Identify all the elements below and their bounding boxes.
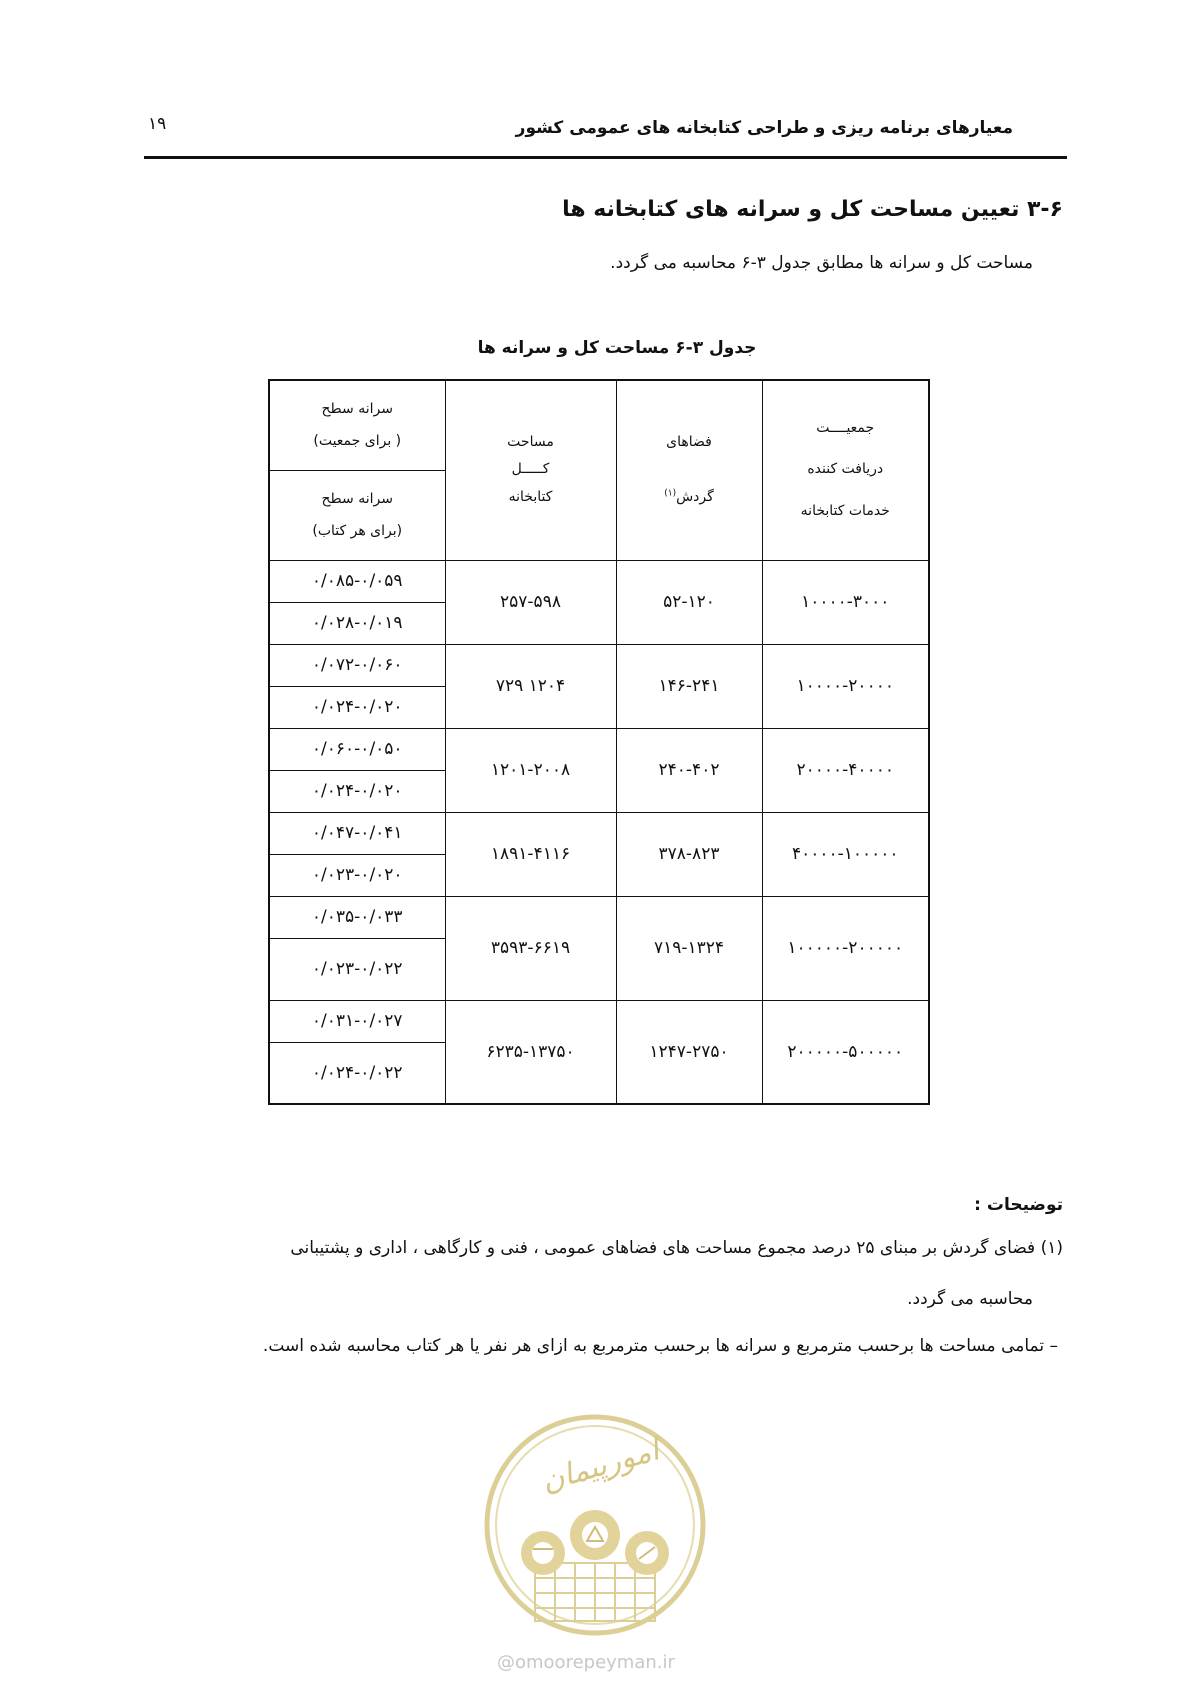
header-per-capita-population-line-2: ( برای جمعیت): [313, 433, 402, 450]
per-capita-population-cell: ۰/۰۳۵-۰/۰۳۳: [269, 896, 445, 938]
per-capita-book-cell: ۰/۰۲۳-۰/۰۲۰: [269, 854, 445, 896]
table-row: [269, 812, 929, 854]
total-area-cell: ۲۵۷-۵۹۸: [445, 560, 616, 644]
header-per-capita-population-line-1: سرانه سطح: [321, 400, 393, 417]
population-cell: ۱۰۰۰۰-۳۰۰۰: [762, 560, 929, 644]
per-capita-book-cell: ۰/۰۲۴-۰/۰۲۰: [269, 686, 445, 728]
table-header-row: [269, 380, 929, 470]
header-divider: [144, 156, 1067, 159]
per-capita-population-cell: ۰/۰۸۵-۰/۰۵۹: [269, 560, 445, 602]
header-per-capita-population: [269, 380, 445, 470]
table-row: [269, 1000, 929, 1042]
area-per-capita-table: [268, 379, 930, 1105]
section-intro: مساحت کل و سرانه ها مطابق جدول ۳-۶ محاسبه می گردد.: [610, 253, 1033, 273]
header-total-area-line-3: کتابخانه: [508, 489, 553, 506]
per-capita-book-cell: ۰/۰۲۳-۰/۰۲۲: [269, 938, 445, 1000]
seal-calligraphy-text: امورپیمان: [537, 1432, 664, 1500]
circulation-cell: ۱۴۶-۲۴۱: [616, 644, 762, 728]
table-caption: جدول ۳-۶ مساحت کل و سرانه ها: [477, 338, 757, 358]
population-cell: ۲۰۰۰۰-۴۰۰۰۰: [762, 728, 929, 812]
header-circulation-line-2: [617, 487, 762, 509]
per-capita-book-cell: ۰/۰۲۸-۰/۰۱۹: [269, 602, 445, 644]
total-area-cell: ۳۵۹۳-۶۶۱۹: [445, 896, 616, 1000]
population-cell: ۲۰۰۰۰۰-۵۰۰۰۰۰: [762, 1000, 929, 1104]
header-per-capita-book-line-1: سرانه سطح: [321, 490, 393, 507]
population-cell: ۱۰۰۰۰-۲۰۰۰۰: [762, 644, 929, 728]
footnote-marker: (۱): [664, 488, 677, 499]
running-header-title: معیارهای برنامه ریزی و طراحی کتابخانه های عمومی کشور: [515, 118, 1013, 138]
notes-title: توضیحات :: [974, 1195, 1063, 1215]
population-cell: ۱۰۰۰۰۰-۲۰۰۰۰۰: [762, 896, 929, 1000]
population-cell: ۴۰۰۰۰-۱۰۰۰۰۰: [762, 812, 929, 896]
circulation-cell: ۱۲۴۷-۲۷۵۰: [616, 1000, 762, 1104]
per-capita-book-cell: ۰/۰۲۴-۰/۰۲۲: [269, 1042, 445, 1104]
header-circulation-label: گردش: [676, 489, 714, 506]
header-population-line-3: خدمات کتابخانه: [800, 503, 890, 520]
per-capita-population-cell: ۰/۰۴۷-۰/۰۴۱: [269, 812, 445, 854]
per-capita-population-cell: ۰/۰۶۰-۰/۰۵۰: [269, 728, 445, 770]
circulation-cell: ۳۷۸-۸۲۳: [616, 812, 762, 896]
table-row: [269, 560, 929, 602]
header-total-area: [445, 380, 616, 560]
header-population-line-2: دریافت کننده: [807, 461, 884, 478]
table-row: [269, 728, 929, 770]
header-population: [762, 380, 929, 560]
header-per-capita-book-line-2: (برای هر کتاب): [312, 523, 403, 539]
header-circulation: [616, 380, 762, 560]
per-capita-population-cell: ۰/۰۷۲-۰/۰۶۰: [269, 644, 445, 686]
per-capita-book-cell: ۰/۰۲۴-۰/۰۲۰: [269, 770, 445, 812]
header-per-capita-book: [269, 470, 445, 560]
total-area-cell: ۷۲۹ ۱۲۰۴: [445, 644, 616, 728]
watermark-seal: [483, 1413, 708, 1638]
header-total-area-line-2: کـــــل: [511, 461, 550, 478]
circulation-cell: ۲۴۰-۴۰۲: [616, 728, 762, 812]
note-2: – تمامی مساحت ها برحسب مترمربع و سرانه ها برحسب مترمربع به ازای هر نفر یا هر کتاب محاسبه شده است.: [262, 1336, 1058, 1356]
table-row: [269, 644, 929, 686]
header-total-area-line-1: مساحت: [507, 433, 554, 450]
page-number: ۱۹: [148, 114, 167, 134]
circulation-cell: ۷۱۹-۱۳۲۴: [616, 896, 762, 1000]
section-heading: ۳-۶ تعیین مساحت کل و سرانه های کتابخانه ها: [562, 197, 1063, 222]
header-population-line-1: جمعیــــت: [816, 419, 875, 436]
total-area-cell: ۶۲۳۵-۱۳۷۵۰: [445, 1000, 616, 1104]
table-row: [269, 896, 929, 938]
header-circulation-line-1: فضاهای: [666, 433, 712, 450]
total-area-cell: ۱۸۹۱-۴۱۱۶: [445, 812, 616, 896]
total-area-cell: ۱۲۰۱-۲۰۰۸: [445, 728, 616, 812]
circulation-cell: ۵۲-۱۲۰: [616, 560, 762, 644]
note-1-line-2: محاسبه می گردد.: [907, 1289, 1033, 1309]
note-1-line-1: (۱) فضای گردش بر مبنای ۲۵ درصد مجموع مساحت های فضاهای عمومی ، فنی و کارگاهی ، اداری و پشتیبانی: [290, 1238, 1063, 1258]
watermark-site: @omoorepeyman.ir: [497, 1652, 675, 1673]
per-capita-population-cell: ۰/۰۳۱-۰/۰۲۷: [269, 1000, 445, 1042]
